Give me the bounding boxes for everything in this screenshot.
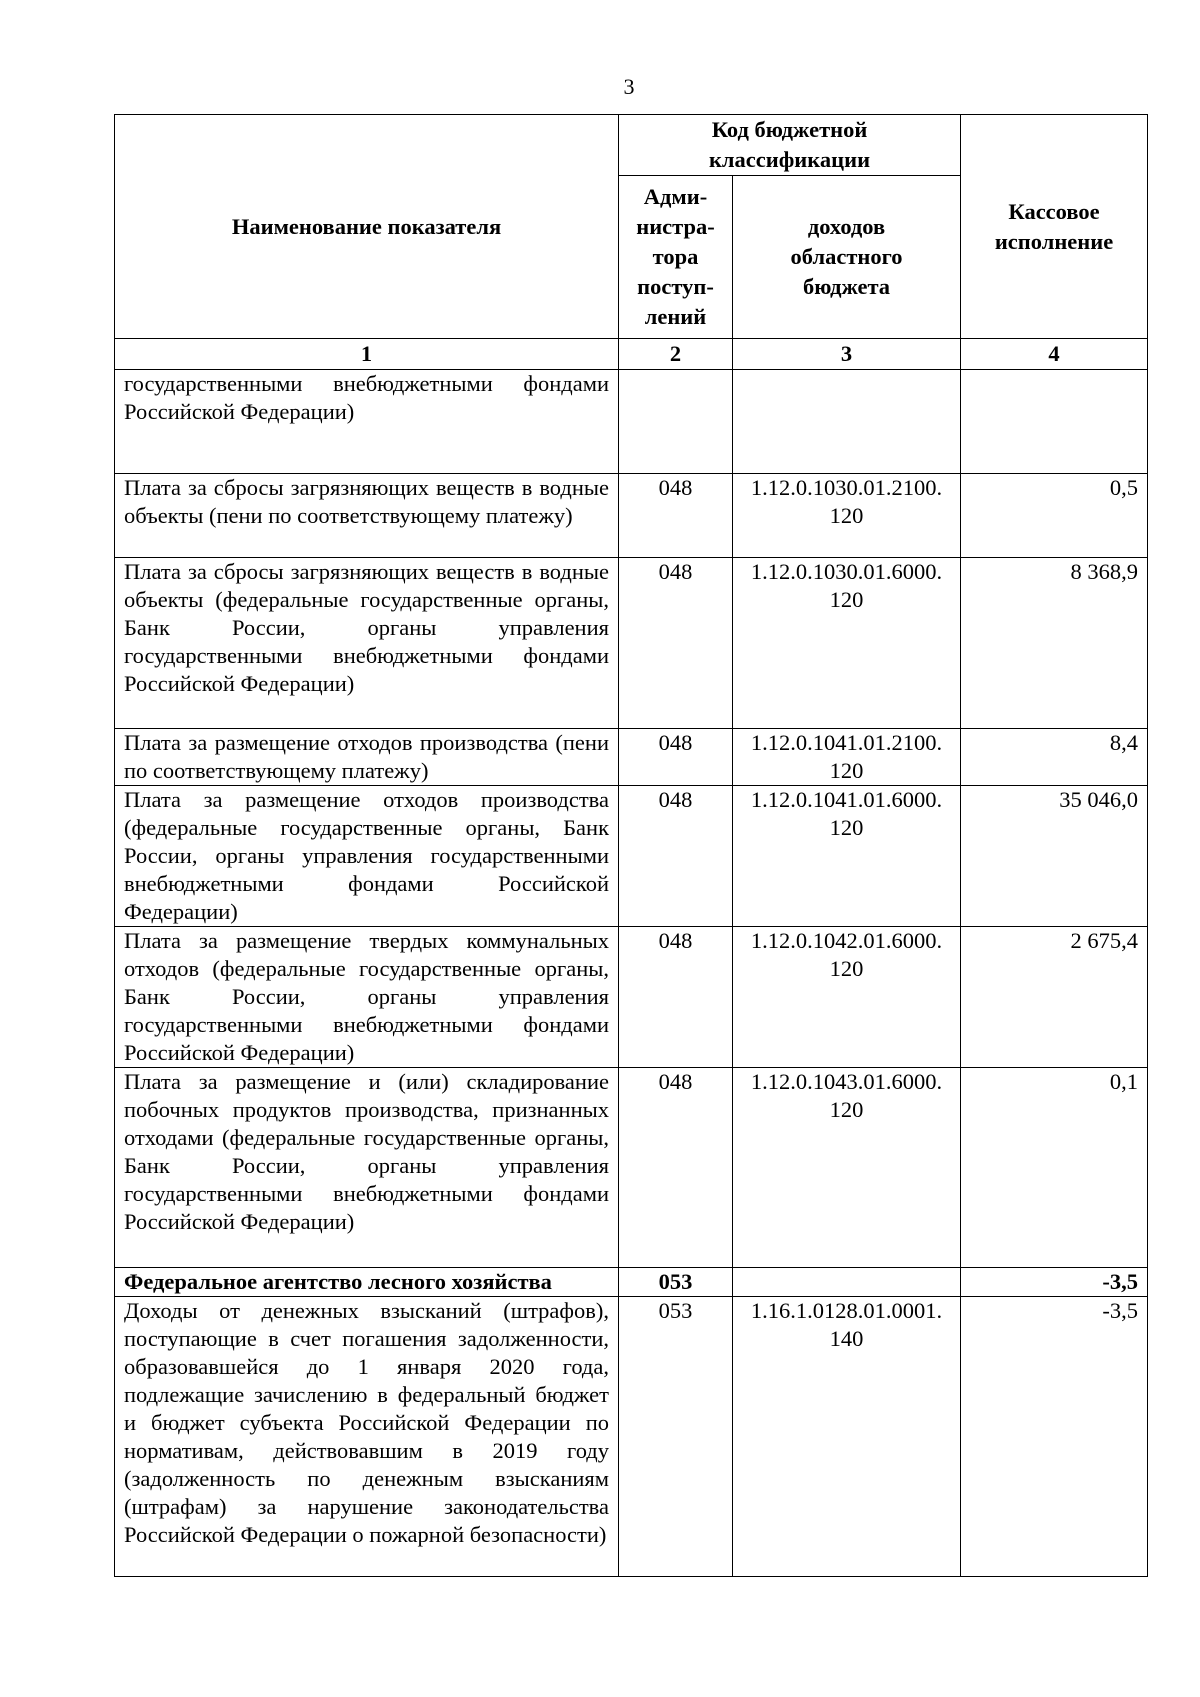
row-name: Доходы от денежных взысканий (штрафов), поступающие в счет погашения задолженности, образовавшейся до 1 января 2020 года, подлежащие зачислению в федеральный бюджет и бюджет субъекта Российской Федерации по нормативам, действовавшим в 2019 году (задолженность по денежным взысканиям (штрафам) за нарушение законодательства Российской Федерации о пожарной безопасности)	[115, 1297, 619, 1577]
row-admin: 053	[619, 1297, 733, 1577]
budget-execution-table	[114, 114, 1148, 1577]
table-row	[115, 729, 1148, 786]
page-number: 3	[623, 74, 635, 99]
header-name: Наименование показателя	[115, 115, 619, 339]
column-number-row	[115, 339, 1148, 370]
row-admin: 048	[619, 927, 733, 1068]
table-row	[115, 474, 1148, 558]
table-row	[115, 370, 1148, 474]
row-amount: 0,5	[961, 474, 1148, 558]
row-admin: 048	[619, 729, 733, 786]
row-admin: 053	[619, 1268, 733, 1297]
row-code: 1.12.0.1043.01.6000. 120	[733, 1068, 961, 1268]
row-code: 1.12.0.1042.01.6000. 120	[733, 927, 961, 1068]
row-admin	[619, 370, 733, 474]
table-row-group	[115, 1268, 1148, 1297]
row-name: Федеральное агентство лесного хозяйства	[115, 1268, 619, 1297]
row-admin: 048	[619, 558, 733, 729]
column-number-3: 3	[733, 339, 961, 370]
row-amount: 8 368,9	[961, 558, 1148, 729]
table-row	[115, 927, 1148, 1068]
row-amount: -3,5	[961, 1268, 1148, 1297]
header-execution: Кассовое исполнение	[961, 115, 1148, 339]
row-code	[733, 370, 961, 474]
row-code: 1.12.0.1030.01.2100. 120	[733, 474, 961, 558]
row-name: государственными внебюджетными фондами Российской Федерации)	[115, 370, 619, 474]
column-number-1: 1	[115, 339, 619, 370]
row-code	[733, 1268, 961, 1297]
table-row	[115, 1297, 1148, 1577]
row-name: Плата за размещение отходов производства (пени по соответствующему платежу)	[115, 729, 619, 786]
row-amount: 0,1	[961, 1068, 1148, 1268]
row-amount: 35 046,0	[961, 786, 1148, 927]
column-number-4: 4	[961, 339, 1148, 370]
row-code: 1.12.0.1030.01.6000. 120	[733, 558, 961, 729]
header-code-group: Код бюджетной классификации	[619, 115, 961, 176]
column-number-2: 2	[619, 339, 733, 370]
row-admin: 048	[619, 474, 733, 558]
row-admin: 048	[619, 786, 733, 927]
table-row	[115, 558, 1148, 729]
row-amount: 8,4	[961, 729, 1148, 786]
row-code: 1.12.0.1041.01.2100. 120	[733, 729, 961, 786]
row-code: 1.16.1.0128.01.0001. 140	[733, 1297, 961, 1577]
header-row-1	[115, 115, 1148, 176]
row-name: Плата за размещение и (или) складирование побочных продуктов производства, признанных отходами (федеральные государственные органы, Банк России, органы управления государственными внебюджетными фондами Российской Федерации)	[115, 1068, 619, 1268]
table-row	[115, 1068, 1148, 1268]
row-name: Плата за сбросы загрязняющих веществ в водные объекты (пени по соответствующему платежу)	[115, 474, 619, 558]
header-admin: Адми- нистра- тора поступ- лений	[619, 176, 733, 339]
row-name: Плата за сбросы загрязняющих веществ в водные объекты (федеральные государственные органы, Банк России, органы управления государственными внебюджетными фондами Российской Федерации)	[115, 558, 619, 729]
row-name: Плата за размещение твердых коммунальных отходов (федеральные государственные органы, Банк России, органы управления государственными внебюджетными фондами Российской Федерации)	[115, 927, 619, 1068]
table-row	[115, 786, 1148, 927]
row-amount	[961, 370, 1148, 474]
row-admin: 048	[619, 1068, 733, 1268]
row-code: 1.12.0.1041.01.6000. 120	[733, 786, 961, 927]
row-name: Плата за размещение отходов производства (федеральные государственные органы, Банк России, органы управления государственными внебюджетными фондами Российской Федерации)	[115, 786, 619, 927]
header-income: доходов областного бюджета	[733, 176, 961, 339]
row-amount: 2 675,4	[961, 927, 1148, 1068]
row-amount: -3,5	[961, 1297, 1148, 1577]
